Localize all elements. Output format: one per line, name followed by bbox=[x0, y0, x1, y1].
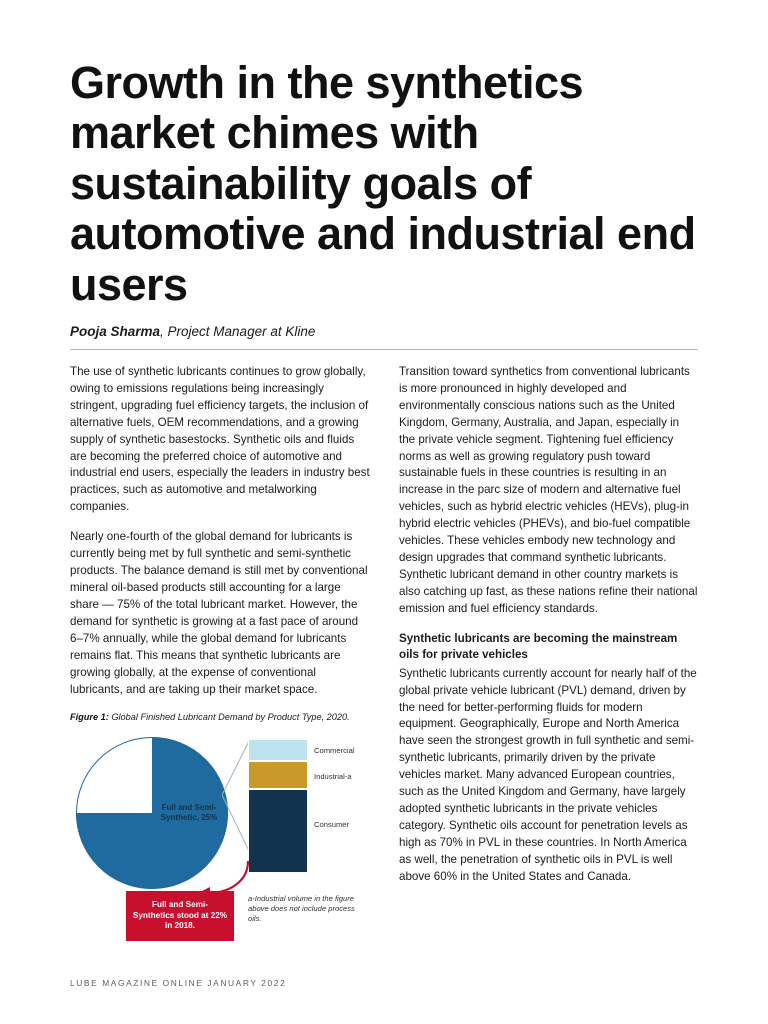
figure-label: Figure 1: bbox=[70, 712, 109, 723]
callout-box: Full and Semi-Synthetics stood at 22% in 2018. bbox=[126, 891, 234, 941]
byline bbox=[70, 324, 698, 339]
bar-label-consumer: Consumer bbox=[314, 819, 350, 829]
paragraph: Synthetic lubricants currently account for nearly half of the global private vehicle lubricant (PVL) demand, driven by the need for better-performing fluids for modern equipment. Geographically, Europe and North America have seen the strongest growth in full synthetic and semi-synthetic lubricants, primarily driven by the private vehicles market. Many advanced European countries, such as the United Kingdom and Germany, have largely adopted synthetic lubricants in the private vehicles category. Synthetic oils account for penetration levels as high as 70% in PVL in these countries. In North America as well, the penetration of synthetic oils in PVL is well above 60% in the United States and Canada. bbox=[399, 666, 697, 883]
article-columns bbox=[70, 364, 698, 946]
section-subheading: Synthetic lubricants are becoming the mainstream oils for private vehicles bbox=[399, 631, 678, 662]
bar-commercial bbox=[248, 739, 308, 761]
figure-1 bbox=[70, 711, 371, 945]
bar-label-industrial: Industrial-a bbox=[314, 771, 352, 781]
figure-caption-text: Global Finished Lubricant Demand by Product Type, 2020. bbox=[108, 712, 350, 723]
paragraph: Nearly one-fourth of the global demand for lubricants is currently being met by full synthetic and semi-synthetic products. The balance demand is still met by conventional mineral oil-based products still accounting for a large share — 75% of the total lubricant market. However, the demand for synthetic is growing at a fast pace of around 6–7% annually, while the global demand for lubricants remains flat. This means that synthetic lubricants are growing globally, at the expense of conventional lubricants, and are taking up their market space. bbox=[70, 530, 368, 696]
bar-label-commercial: Commercial bbox=[314, 745, 355, 755]
author-role: , Project Manager at Kline bbox=[160, 323, 316, 339]
page-footer: LUBE MAGAZINE ONLINE JANUARY 2022 bbox=[70, 978, 287, 988]
figure-footnote: a-Industrial volume in the figure above does not include process oils. bbox=[248, 893, 355, 924]
bar-consumer bbox=[248, 789, 308, 873]
figure-body bbox=[70, 731, 371, 946]
stacked-bar-chart bbox=[248, 739, 308, 873]
leader-lines bbox=[222, 737, 250, 855]
pie-slice-label-conventional: Conventional 75% bbox=[101, 792, 153, 812]
pie-slice-label-synthetic: Full and Semi-Synthetic, 25% bbox=[160, 802, 218, 822]
page-title: Growth in the synthetics market chimes with sustainability goals of automotive and industrial end users bbox=[70, 57, 696, 310]
author-name: Pooja Sharma bbox=[70, 323, 161, 339]
bar-industrial bbox=[248, 761, 308, 789]
paragraph: The use of synthetic lubricants continues to grow globally, owing to emissions regulations being increasingly stringent, upgrading fuel efficiency targets, the inclusion of alternative fuels, OEM recommendations, and a growing supply of synthetic basestocks. Synthetic oils and fluids are becoming the preferred choice of automotive and industrial end users, especially the leaders in industry best practices, such as automotive and metalworking companies. bbox=[70, 364, 370, 514]
paragraph: Transition toward synthetics from conventional lubricants is more pronounced in highly developed and environmentally conscious nations such as the United Kingdom, Germany, Australia, and Japan, especially in the private vehicle segment. Tightening fuel efficiency norms as well as growing regulatory push toward sustainable fuels in these countries is resulting in an increase in the parc size of modern and alternative fuel vehicles, such as hybrid electric vehicles (HEVs), plug-in hybrid electric vehicles (PHEVs), and bio-fuel compatible vehicles. These vehicles embody new technology and design upgrades that command synthetic lubricants. Synthetic lubricant demand in other country markets is also catching up fast, as these nations refine their national emission and fuel efficiency standards. bbox=[399, 364, 698, 615]
header-divider bbox=[70, 349, 698, 350]
figure-caption bbox=[70, 711, 371, 724]
left-column bbox=[70, 364, 371, 946]
right-column bbox=[399, 364, 698, 946]
